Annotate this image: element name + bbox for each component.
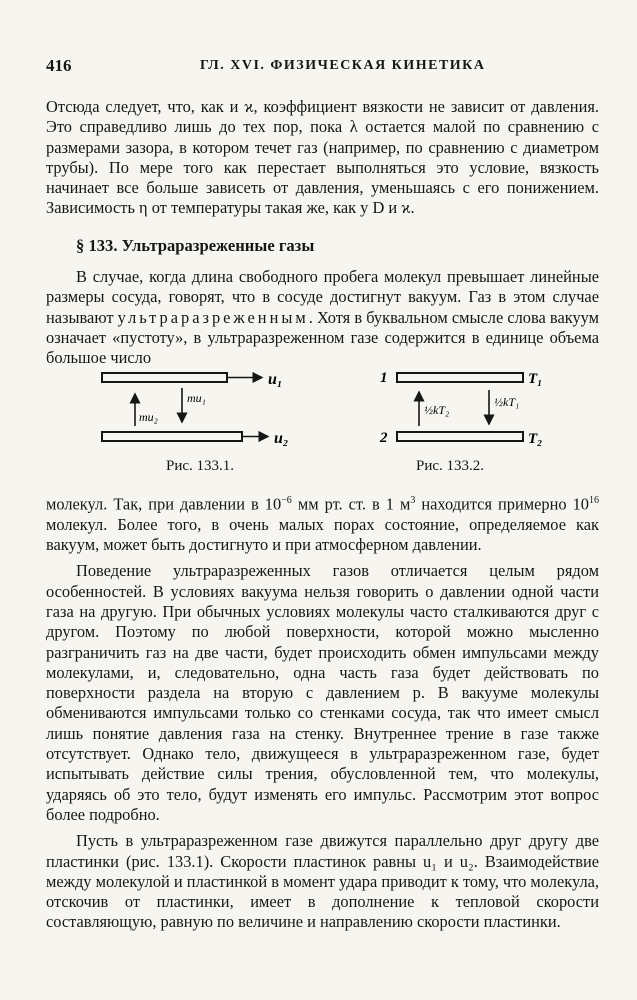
page-header bbox=[46, 56, 602, 80]
figure-133-1 bbox=[90, 364, 310, 460]
text-block-2 bbox=[46, 267, 599, 368]
p3-exp2: 3 bbox=[410, 495, 416, 506]
plate-2 bbox=[102, 432, 242, 441]
label-mu2: mu₂ bbox=[139, 410, 158, 424]
plate-2 bbox=[397, 432, 523, 441]
label-T2: T₂ bbox=[528, 431, 543, 447]
page-number: 416 bbox=[46, 56, 72, 75]
paragraph-2-part-1: В случае, когда длина свободного пробега молекул превышает линейные размеры сосуда, говорят, что в сосуде достигнут вакуум. Газ в этом случае называют bbox=[46, 267, 599, 327]
figure-133-2 bbox=[375, 364, 555, 460]
label-T1: T₁ bbox=[528, 371, 543, 387]
label-plate-2: 2 bbox=[380, 430, 388, 446]
label-u1: u₁ bbox=[268, 371, 283, 388]
p3-d: молекул. Более того, в очень малых порах состояние, определяемое как вакуум, может быть достигнуто и при атмосферном давлении. bbox=[46, 514, 599, 555]
p3-a: молекул. Так, при давлении в 10 bbox=[46, 494, 282, 514]
p3-exp1: −6 bbox=[281, 495, 292, 506]
label-u2: u₂ bbox=[274, 430, 289, 447]
paragraph-3 bbox=[46, 491, 599, 555]
running-title: ГЛ. XVI. ФИЗИЧЕСКАЯ КИНЕТИКА bbox=[200, 58, 486, 73]
text-block-3 bbox=[46, 491, 599, 933]
paragraph-5: Пусть в ультраразреженном газе движутся параллельно друг другу две пластинки (рис. 133.1). Скорости пластинок равны u₁ и u₂. Взаимодействие между молекулой и пластинкой в момент удара приводит к тому, что молекула, отскочив от пластинки, имеет в дополнение к тепловой скорости составляющую, равную по величине и направлению скорости пластинки. bbox=[46, 831, 599, 932]
paragraph-2 bbox=[46, 267, 599, 368]
figure-1-caption: Рис. 133.1. bbox=[166, 458, 235, 474]
spaced-term: ультраразреженным bbox=[117, 307, 309, 327]
paragraph-4: Поведение ультраразреженных газов отличается целым рядом особенностей. В условиях вакуума нельзя говорить о давлении одной части газа на другую. При обычных условиях молекулы часто сталкиваются друг с другом. Поэтому по любой поверхности, которой можно мысленно разграничить газ на две части, будет происходить обмен импульсами между молекулами, и, следовательно, одна часть газа будет действовать по поверхности раздела на вторую с давлением p. В вакууме молекулы обмениваются импульсами только со стенками сосуда, так что имеет смысл лишь понятие давления газа на стенку. Внутреннее трение в газе также отсутствует. Однако тело, движущееся в ультраразреженном газе, будет испытывать действие силы трения, обусловленной тем, что молекулы, ударяясь об это тело, будут изменять его импульс. Рассмотрим этот вопрос более подробно. bbox=[46, 561, 599, 824]
figure-2-caption: Рис. 133.2. bbox=[416, 458, 485, 474]
plate-1 bbox=[397, 373, 523, 382]
text-block-1 bbox=[46, 97, 599, 219]
label-mu1: mu₁ bbox=[187, 391, 206, 405]
p3-c: находится примерно 10 bbox=[415, 494, 589, 514]
section-title: § 133. Ультраразреженные газы bbox=[76, 236, 315, 255]
label-kT1: ½kT₁ bbox=[494, 395, 520, 409]
label-plate-1: 1 bbox=[380, 370, 388, 386]
paragraph-1: Отсюда следует, что, как и ϰ, коэффициент вязкости не зависит от давления. Это справедливо лишь до тех пор, пока λ остается малой по сравнению с размерами зазора, в котором течет газ (например, по сравнению с диаметром трубы). По мере того как перестает выполняться это условие, вязкость начинает все больше зависеть от давления, уменьшаясь с его понижением. Зависимость η от температуры такая же, как у D и ϰ. bbox=[46, 97, 599, 218]
paragraph-2-part-2: . Хотя в буквальном смысле слова вакуум означает «пустоту», в ультраразреженном газе содержится в единице объема большое число bbox=[46, 307, 599, 368]
label-kT2: ½kT₂ bbox=[424, 403, 450, 417]
plate-1 bbox=[102, 373, 227, 382]
p3-b: мм рт. ст. в 1 м bbox=[291, 494, 411, 514]
p3-exp3: 16 bbox=[589, 495, 599, 506]
